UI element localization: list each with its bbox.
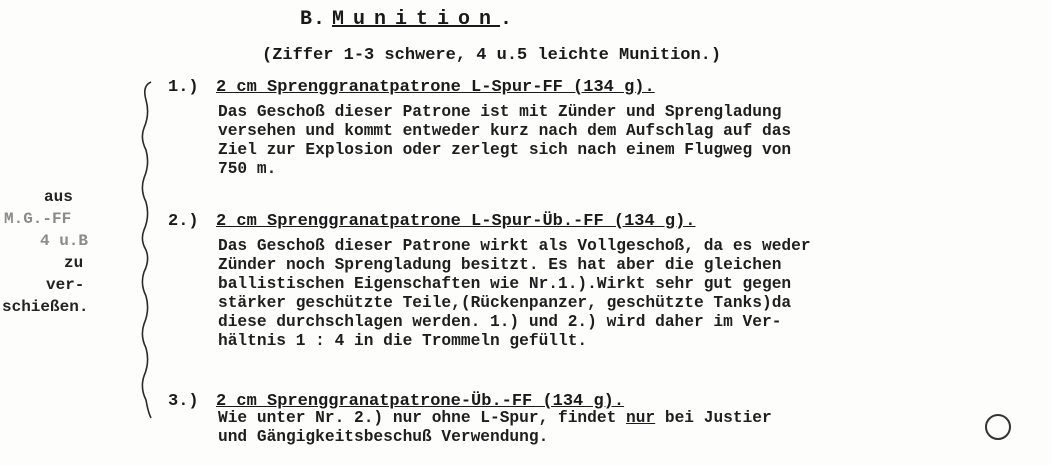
item-body: Das Geschoß dieser Patrone ist mit Zünder und Sprengladung versehen und kommt entweder kurz nach dem Aufschlag auf das Ziel zur Explosion oder zerlegt sich nach einem Flugweg von 750 m. [218,103,792,178]
heading-title: Munition [332,8,501,31]
item-title: 2 cm Sprenggranatpatrone-Üb.-FF (134 g). [216,392,625,411]
side-note [0,186,140,318]
side-note-line: schießen. [2,298,89,316]
item-body [218,409,1038,447]
side-note-line: aus [44,188,73,206]
item-body-text: und Gängigkeitsbeschuß Verwendung. [218,428,549,446]
item-body-text: bei Justier [655,409,772,427]
item-body: Das Geschoß dieser Patrone wirkt als Vollgeschoß, da es weder Zünder noch Sprengladung besitzt. Es hat aber die gleichen ballistischen Eigenschaften wie Nr.1.).Wirkt sehr gut gegen stärker geschützte Teile,(Rückenpanzer, geschützte Tanks)da diese durchschlagen werden. 1.) und 2.) wird daher im Ver- hältnis 1 : 4 in die Trommeln gefüllt. [218,237,811,350]
ink-circle-mark [985,414,1011,440]
side-note-line: ver- [46,276,85,294]
brace-bracket [138,80,154,420]
item-body-text: Wie unter Nr. 2.) nur ohne L-Spur, findet [218,409,626,427]
item-body-emphasis: nur [626,409,656,427]
side-note-line: 4 u.B [40,232,89,250]
item-number: 1.) [168,78,199,97]
section-heading [300,8,513,31]
item-title: 2 cm Sprenggranatpatrone L-Spur-FF (134 g). [216,78,655,97]
section-subheading: (Ziffer 1-3 schwere, 4 u.5 leichte Munition.) [262,46,722,65]
side-note-line: M.G.-FF [4,210,72,228]
side-note-line: zu [64,254,84,272]
list-item [168,212,1038,351]
item-number: 3.) [168,392,199,411]
heading-prefix: B. [300,8,327,31]
list-item [168,78,1038,179]
list-item [168,392,1038,447]
item-title: 2 cm Sprenggranatpatrone L-Spur-Üb.-FF (134 g). [216,212,696,231]
item-number: 2.) [168,212,199,231]
heading-suffix: . [500,8,514,31]
